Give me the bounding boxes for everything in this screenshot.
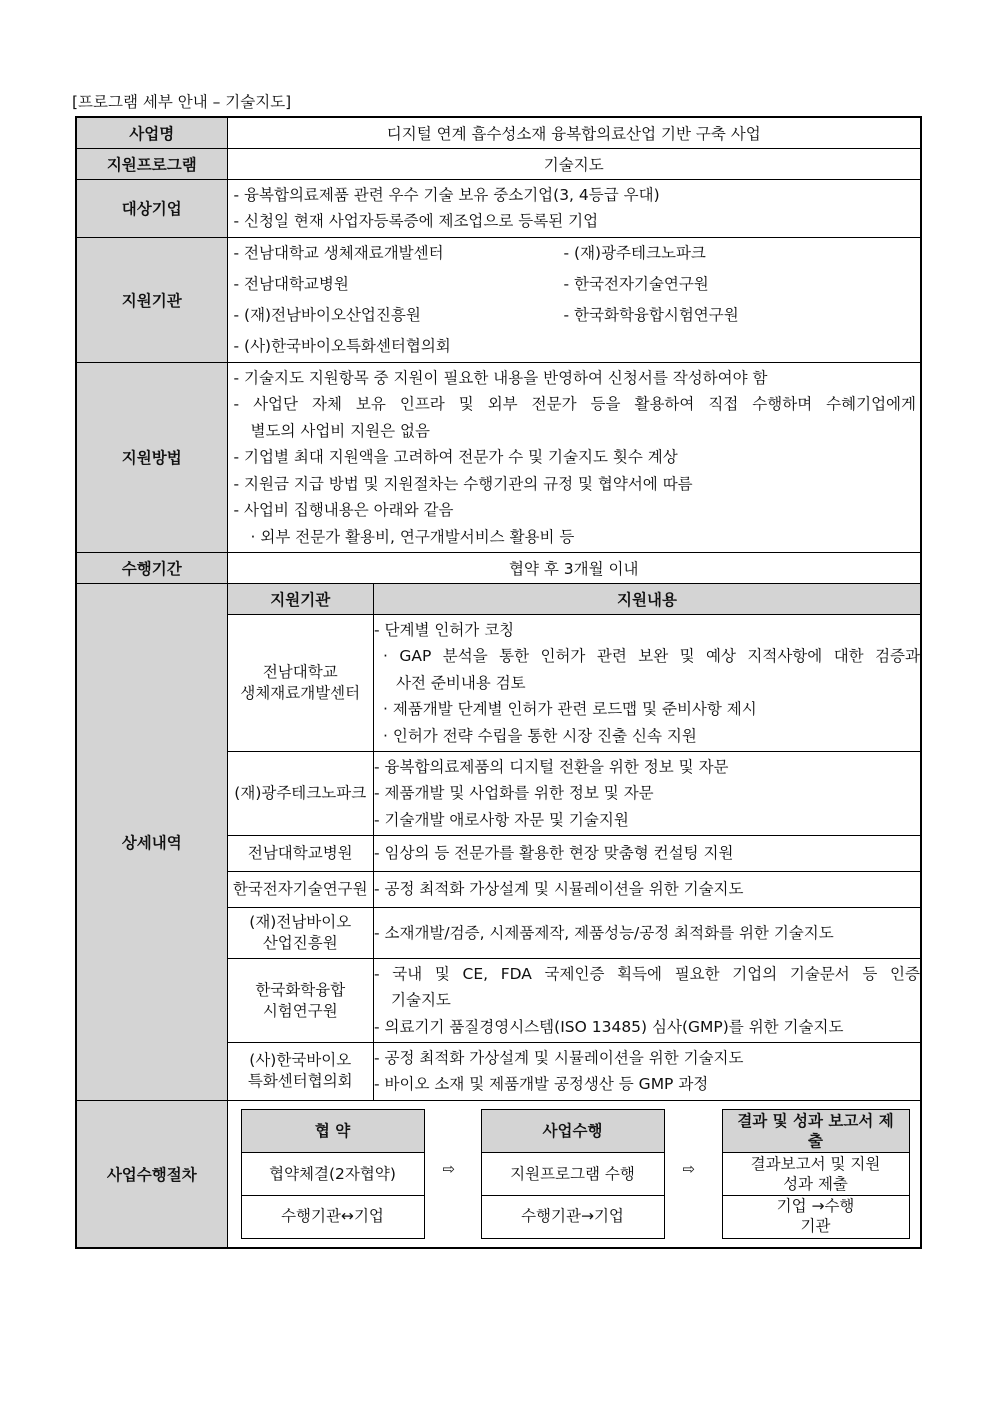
method-line: - 사업비 집행내용은 아래와 같음 [233, 501, 454, 519]
institution-item: - (재)광주테크노파크 [563, 243, 706, 262]
detail-line: - 임상의 등 전문가를 활용한 현장 맞춤형 컨설팅 지원 [374, 844, 734, 863]
institutions-label: 지원기관 [76, 237, 227, 362]
detail-content [374, 908, 921, 959]
detail-line: - 융복합의료제품의 디지털 전환을 위한 정보 및 자문 [374, 757, 729, 776]
procedure-content [227, 1100, 921, 1248]
method-content [227, 362, 921, 553]
detail-content [374, 959, 921, 1043]
method-label: 지원방법 [76, 362, 227, 553]
step-contract-box [241, 1109, 425, 1239]
step-title: 결과 및 성과 보고서 제출 [723, 1110, 909, 1153]
institution-item: - 전남대학교 생체재료개발센터 [233, 243, 444, 262]
detail-line: 기술지도 [391, 991, 451, 1010]
detail-content [374, 836, 921, 872]
detail-line: 사전 준비내용 검토 [396, 673, 526, 692]
step-content: 협약체결(2자협약) [242, 1153, 424, 1196]
step-title: 사업수행 [482, 1110, 664, 1153]
institution-item: - (사)한국바이오특화센터협의회 [233, 336, 451, 355]
business-name-value: 디지털 연계 흡수성소재 융복합의료산업 기반 구축 사업 [227, 117, 921, 148]
detail-line: - 제품개발 및 사업화를 위한 정보 및 자문 [374, 784, 654, 803]
step-flow: 기업 →수행기관 [776, 1197, 855, 1235]
detail-content [374, 615, 921, 752]
procedure-label: 사업수행절차 [76, 1100, 227, 1248]
program-detail-table [75, 116, 922, 1249]
detail-line: - 기술개발 애로사항 자문 및 기술지원 [374, 810, 629, 829]
step-flow: 수행기관↔기업 [281, 1207, 384, 1225]
period-value: 협약 후 3개월 이내 [227, 553, 921, 584]
detail-org: 전남대학교병원 [228, 836, 374, 872]
detail-line: - 국내 및 CE, FDA 국제인증 획득에 필요한 기업의 기술문서 등 인증 [374, 964, 920, 983]
step-title: 협 약 [242, 1110, 424, 1153]
program-label: 지원프로그램 [76, 148, 227, 179]
step-content: 지원프로그램 수행 [482, 1153, 664, 1196]
detail-org: 한국전자기술연구원 [228, 872, 374, 908]
details-header-org: 지원기관 [228, 584, 374, 615]
detail-org: (재)광주테크노파크 [228, 752, 374, 836]
detail-line: - 단계별 인허가 코칭 [374, 620, 515, 639]
detail-content [374, 1043, 921, 1100]
institutions-content [227, 237, 921, 362]
step-content: 결과보고서 및 지원성과 제출 [723, 1153, 909, 1196]
institution-item: - 한국화학융합시험연구원 [563, 305, 739, 324]
detail-line: · 제품개발 단계별 인허가 관련 로드맵 및 준비사항 제시 [383, 700, 757, 719]
detail-line: - 소재개발/검증, 시제품제작, 제품성능/공정 최적화를 위한 기술지도 [374, 923, 834, 942]
business-name-label: 사업명 [76, 117, 227, 148]
step-flow: 수행기관→기업 [521, 1207, 624, 1225]
details-header-content: 지원내용 [374, 584, 921, 615]
target-item: - 융복합의료제품 관련 우수 기술 보유 중소기업(3, 4등급 우대) [233, 185, 660, 204]
detail-line: - 바이오 소재 및 제품개발 공정생산 등 GMP 과정 [374, 1075, 709, 1094]
institution-item: - 전남대학교병원 [233, 274, 349, 293]
detail-content [374, 872, 921, 908]
method-line: · 외부 전문가 활용비, 연구개발서비스 활용비 등 [250, 527, 575, 546]
method-line: 별도의 사업비 지원은 없음 [250, 421, 430, 440]
detail-org: (재)전남바이오 산업진흥원 [228, 908, 374, 959]
target-content [227, 179, 921, 237]
target-label: 대상기업 [76, 179, 227, 237]
detail-org: (사)한국바이오 특화센터협의회 [228, 1043, 374, 1100]
details-label: 상세내역 [76, 584, 227, 1101]
detail-line: - 공정 최적화 가상설계 및 시뮬레이션을 위한 기술지도 [374, 880, 744, 899]
method-line: - 사업단 자체 보유 인프라 및 외부 전문가 등을 활용하여 직접 수행하며 수혜기업에게 [233, 395, 916, 413]
detail-line: - 공정 최적화 가상설계 및 시뮬레이션을 위한 기술지도 [374, 1048, 744, 1067]
detail-line: · GAP 분석을 통한 인허가 관련 보완 및 예상 지적사항에 대한 검증과 [383, 647, 920, 666]
institution-item: - (재)전남바이오산업진흥원 [233, 305, 421, 324]
detail-org: 전남대학교 생체재료개발센터 [228, 615, 374, 752]
detail-org: 한국화학융합 시험연구원 [228, 959, 374, 1043]
details-content [227, 584, 921, 1101]
institution-item: - 한국전자기술연구원 [563, 274, 709, 293]
target-item: - 신청일 현재 사업자등록증에 제조업으로 등록된 기업 [233, 212, 599, 230]
step-execution-box [481, 1109, 665, 1239]
method-line: - 기업별 최대 지원액을 고려하여 전문가 수 및 기술지도 횟수 계상 [233, 448, 678, 466]
details-table [228, 584, 921, 1100]
method-line: - 기술지도 지원항목 중 지원이 필요한 내용을 반영하여 신청서를 작성하여야 함 [233, 368, 768, 387]
arrow-right-icon: ⇨ [682, 1159, 696, 1178]
arrow-right-icon: ⇨ [442, 1159, 456, 1178]
detail-line: - 의료기기 품질경영시스템(ISO 13485) 심사(GMP)를 위한 기술지도 [374, 1017, 844, 1036]
method-line: - 지원금 지급 방법 및 지원절차는 수행기관의 규정 및 협약서에 따름 [233, 474, 693, 493]
period-label: 수행기간 [76, 553, 227, 584]
page-caption: [프로그램 세부 안내 – 기술지도] [72, 93, 292, 111]
detail-line: · 인허가 전략 수립을 통한 시장 진출 신속 지원 [383, 726, 697, 745]
program-value: 기술지도 [227, 148, 921, 179]
detail-content [374, 752, 921, 836]
step-report-box [722, 1109, 910, 1239]
